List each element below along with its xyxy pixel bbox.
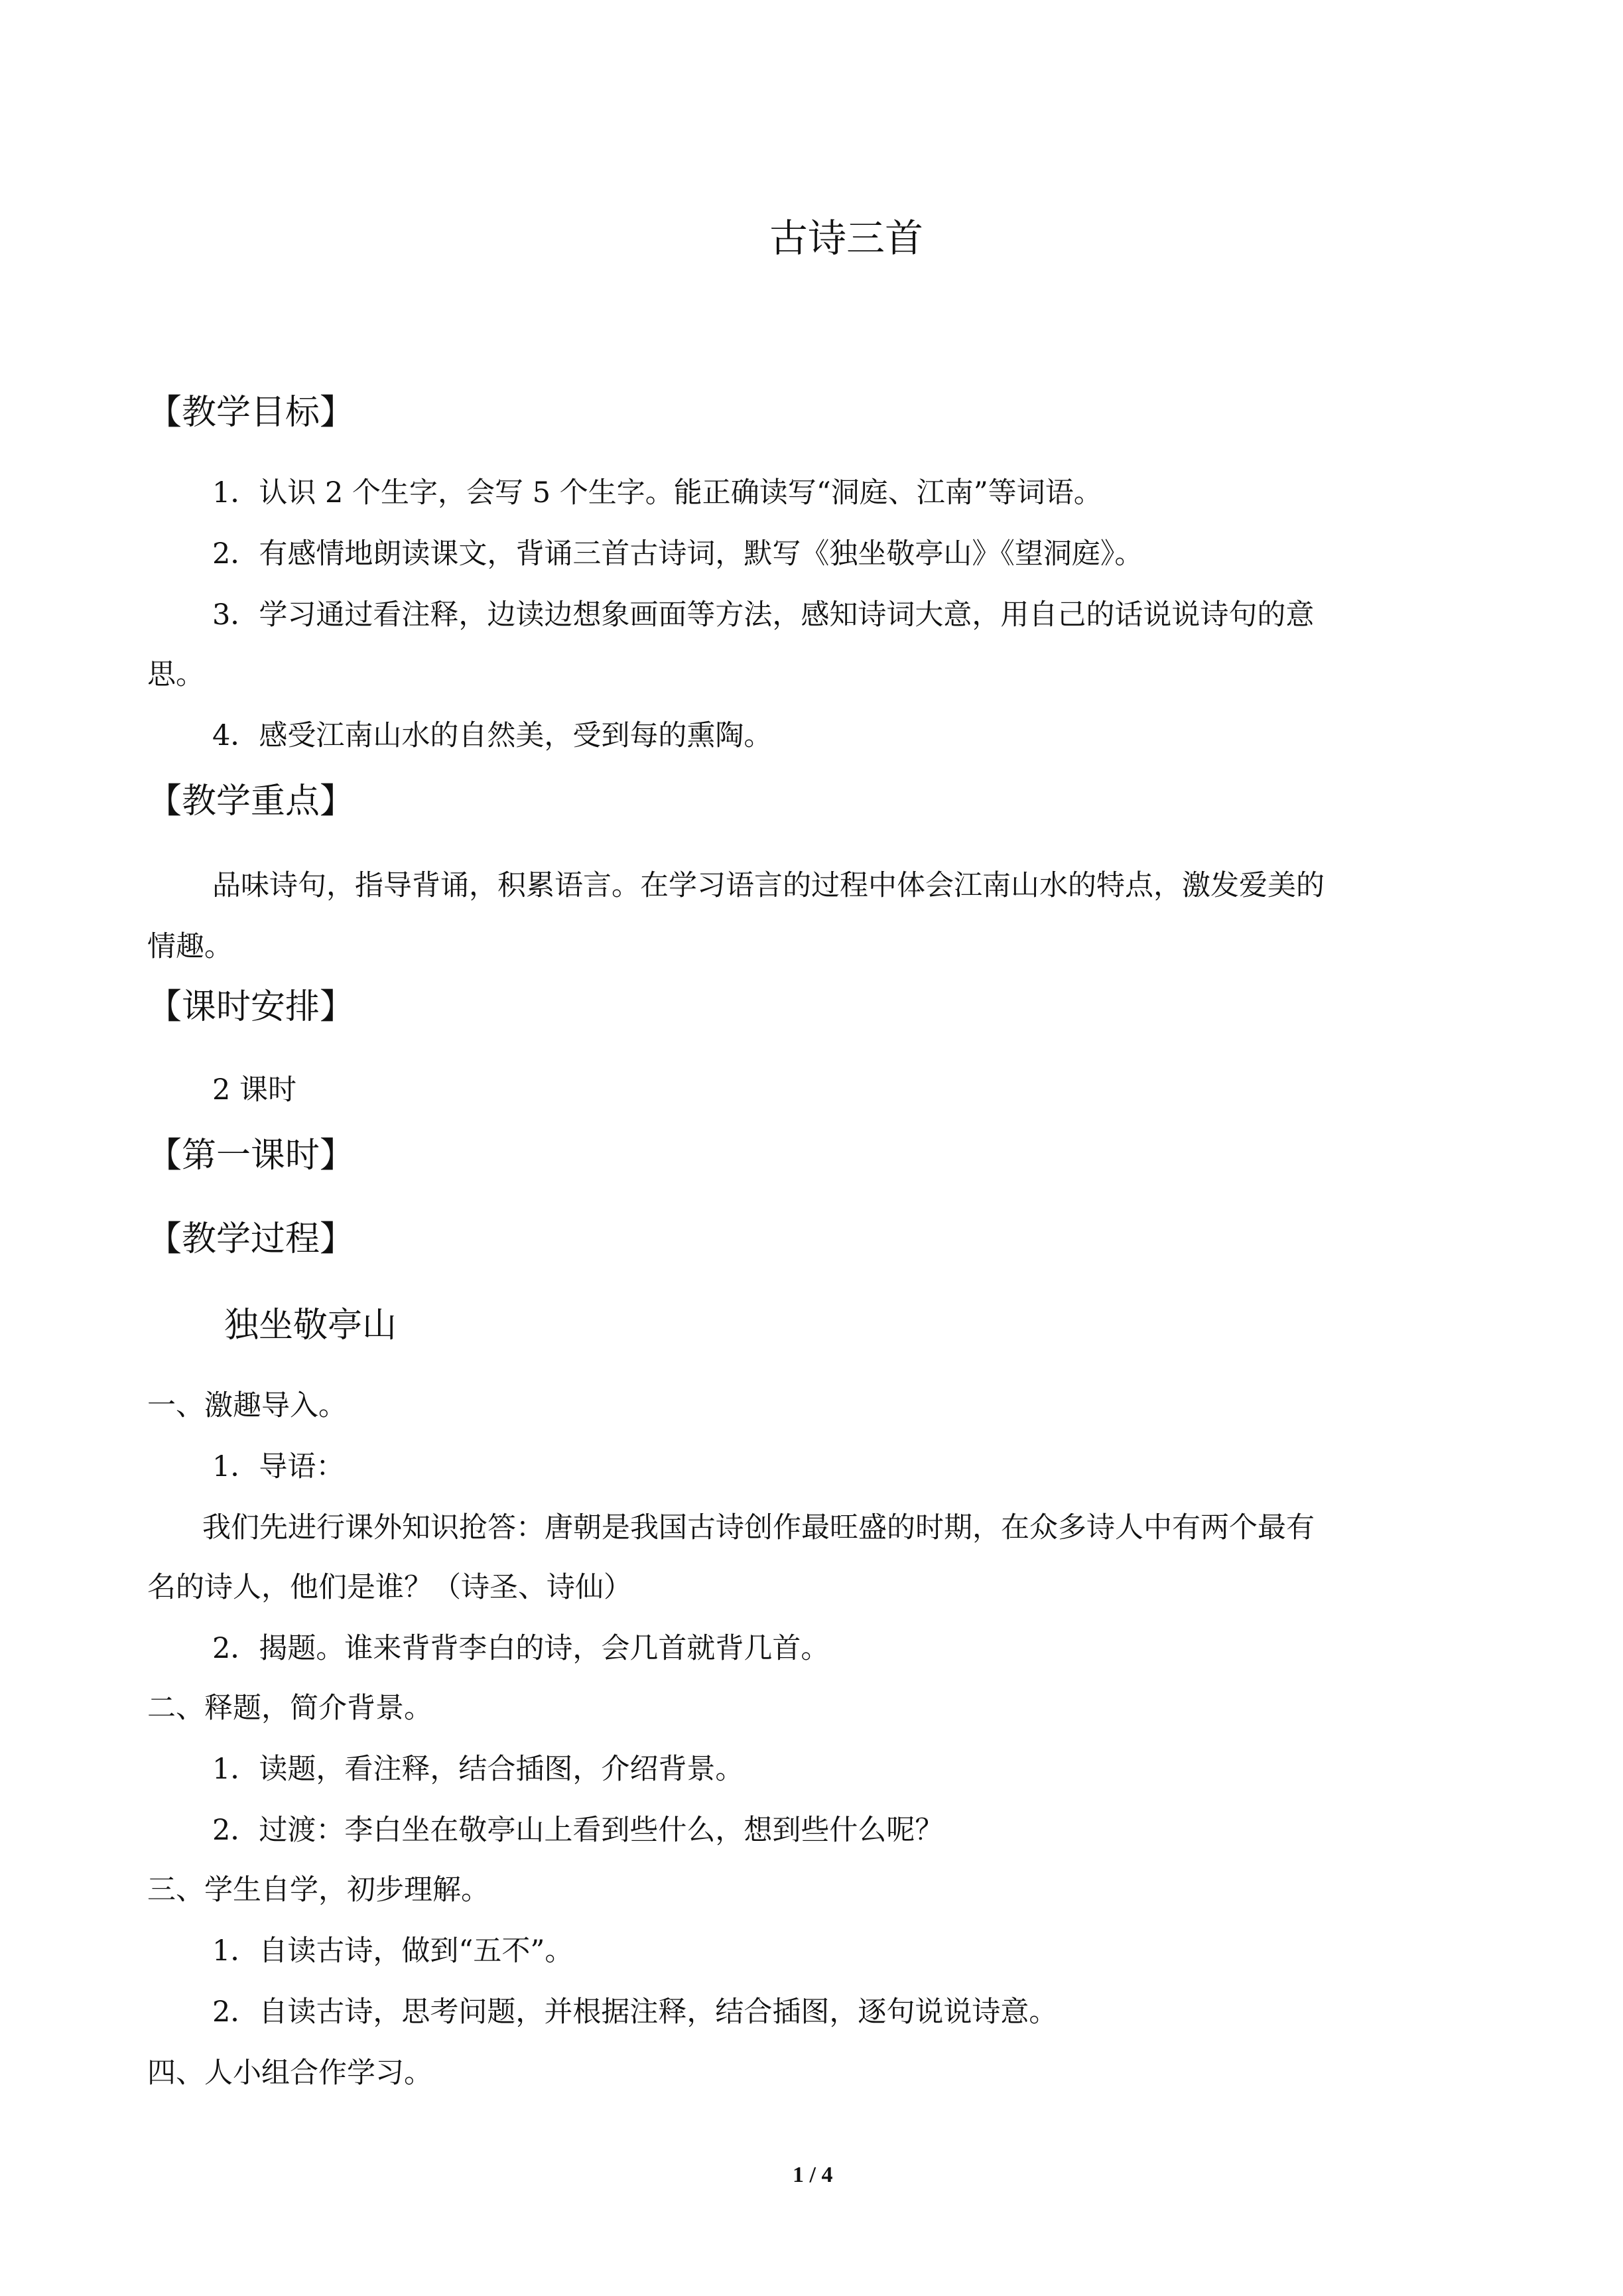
step-1-2: 2．揭题。谁来背背李白的诗，会几首就背几首。 [212,1632,830,1665]
objective-line-2: 2．有感情地朗读课文，背诵三首古诗词，默写《独坐敬亭山》《望洞庭》。 [212,537,1143,571]
objective-line-1: 1．认识 2 个生字，会写 5 个生字。能正确读写“洞庭、江南”等词语。 [212,476,1102,509]
step-1-1: 1．导语： [212,1450,345,1483]
objectives-heading: 【教学目标】 [147,393,355,433]
step-1-text-a: 我们先进行课外知识抢答：唐朝是我国古诗创作最旺盛的时期，在众多诗人中有两个最有 [202,1511,1315,1544]
step-3-1: 1．自读古诗，做到“五不”。 [212,1934,574,1968]
schedule-heading: 【课时安排】 [147,987,355,1027]
document-title: 古诗三首 [769,216,924,261]
step-2: 二、释题，简介背景。 [147,1692,432,1725]
step-2-1: 1．读题，看注释，结合插图，介绍背景。 [212,1753,744,1786]
poem-title: 独坐敬亭山 [224,1306,397,1345]
step-4: 四、人小组合作学习。 [147,2057,432,2090]
schedule-text: 2 课时 [212,1073,297,1107]
step-2-2: 2．过渡：李白坐在敬亭山上看到些什么，想到些什么呢？ [212,1814,944,1847]
step-3-2: 2．自读古诗，思考问题，并根据注释，结合插图，逐句说说诗意。 [212,1995,1058,2029]
key-line-2: 情趣。 [147,930,233,963]
step-1-text-b: 名的诗人，他们是谁？（诗圣、诗仙） [147,1571,632,1604]
objective-line-3: 3．学习通过看注释，边读边想象画面等方法，感知诗词大意，用自己的话说说诗句的意 [212,598,1315,632]
step-3: 三、学生自学，初步理解。 [147,1873,489,1907]
key-line-1: 品味诗句，指导背诵，积累语言。在学习语言的过程中体会江南山水的特点，激发爱美的 [212,869,1325,902]
objective-line-3-cont: 思。 [147,658,204,691]
lesson1-heading: 【第一课时】 [147,1136,355,1176]
key-heading: 【教学重点】 [147,781,355,821]
page-number: 1 / 4 [793,2163,833,2187]
step-1: 一、激趣导入。 [147,1389,347,1422]
objective-line-4: 4．感受江南山水的自然美，受到每的熏陶。 [212,719,773,752]
process-heading: 【教学过程】 [147,1219,355,1259]
